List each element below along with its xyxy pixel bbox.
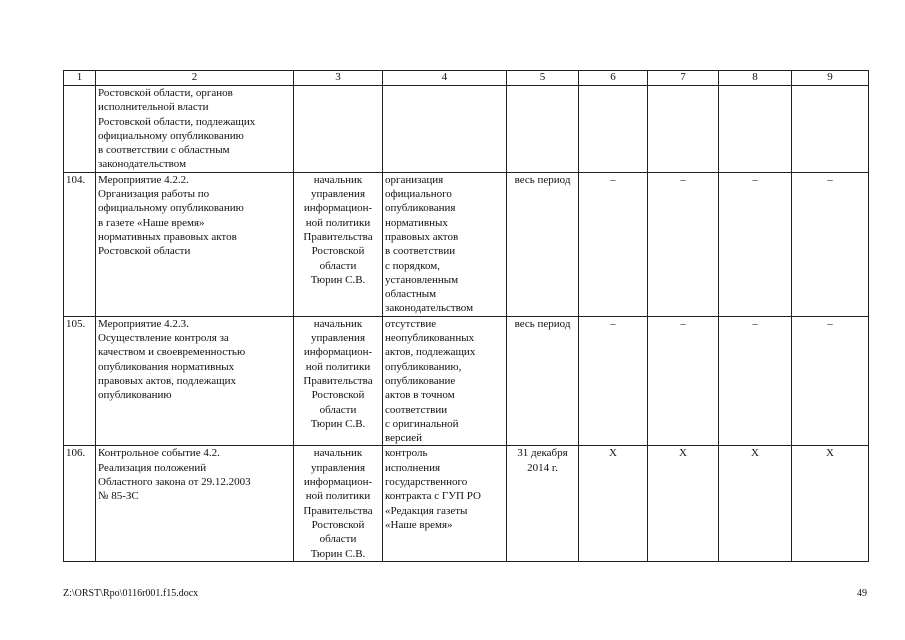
activity-name-cell [96,446,294,561]
expected-result-cell-line: опубликование [385,374,456,387]
activity-name-cell-line: Ростовской области, органов [98,87,233,99]
expected-result-cell [383,86,507,173]
expected-result-cell-line: областным [385,288,437,301]
activity-name-cell-line: опубликования нормативных [98,360,235,373]
activity-name-cell [96,86,294,173]
mark-cell: – [579,316,648,446]
activity-name-cell-line: официальному опубликованию [98,129,244,142]
mark-cell [792,86,869,173]
activity-name-cell-line: качеством и своевременностью [98,346,246,359]
activity-name-cell-line: официальному опубликованию [98,202,244,215]
term-cell [507,446,579,561]
executor-cell-line: информацион- [303,202,373,215]
term-cell-line: весь период [514,317,571,330]
header-cell: 9 [792,71,869,86]
activity-name-cell-line: в газете «Наше время» [98,216,205,229]
activity-name-cell [96,316,294,446]
executor-cell [294,172,383,316]
mark-cell: Х [792,446,869,561]
executor-cell-line: начальник [313,173,363,186]
activity-name-cell-line: исполнительной власти [98,101,209,114]
row-number-cell: 104. [64,172,96,316]
header-cell: 2 [96,71,294,86]
mark-cell: – [579,172,648,316]
activity-name-cell-line: Ростовской области [98,245,191,258]
expected-result-cell-line: опубликованию, [385,360,462,373]
expected-result-cell-line: «Наше время» [385,518,453,531]
mark-cell [648,86,719,173]
term-cell [507,316,579,446]
executor-cell-line: Тюрин С.В. [310,547,366,560]
executor-cell-line: начальник [313,317,363,330]
expected-result-cell-line: отсутствие [385,317,437,330]
mark-cell: – [719,172,792,316]
mark-cell [579,86,648,173]
expected-result-cell-line: с оригинальной [385,417,459,430]
expected-result-cell-line: правовых актов [385,230,459,243]
row-number-cell: 106. [64,446,96,561]
expected-result-cell-line: организация [385,173,444,186]
activity-name-cell-line: Областного закона от 29.12.2003 [98,476,251,489]
activity-name-cell-line: Организация работы по [98,188,210,201]
activity-name-cell-line: № 85-ЗС [98,490,139,503]
activity-name-cell-line: Осуществление контроля за [98,332,229,345]
executor-cell-line: ной политики [305,360,371,373]
executor-cell-line: области [319,259,357,272]
mark-cell: – [792,316,869,446]
executor-cell-line: Ростовской [311,518,365,531]
expected-result-cell-line: актов, подлежащих [385,346,476,359]
activity-name-cell-line: Мероприятие 4.2.2. [98,173,189,186]
expected-result-cell-line: законодательством [385,302,474,315]
expected-result-cell-line: с порядком, [385,259,440,272]
mark-cell: – [648,316,719,446]
expected-result-cell-line: неопубликованных [385,332,475,345]
activity-name-cell [96,172,294,316]
mark-cell [719,86,792,173]
executor-cell-line: информацион- [303,346,373,359]
executor-cell [294,86,383,173]
row-number-cell: 105. [64,316,96,446]
activity-name-cell-line: в соответствии с областным [98,144,230,157]
activity-name-cell-line: Контрольное событие 4.2. [98,447,220,460]
expected-result-cell [383,446,507,561]
term-cell [507,172,579,316]
header-cell: 8 [719,71,792,86]
header-row [64,71,869,86]
activity-name-cell-line: Ростовской области, подлежащих [98,115,256,128]
expected-result-cell-line: контроль [385,447,428,460]
mark-cell: – [792,172,869,316]
executor-cell-line: Тюрин С.В. [310,417,366,430]
plan-table [63,70,869,562]
footer-file-path: Z:\ORST\Rpo\0116r001.f15.docx [63,588,199,599]
term-cell-line: 31 декабря [517,447,568,460]
expected-result-cell-line: официального [385,188,452,201]
executor-cell-line: начальник [313,447,363,460]
activity-name-cell-line: Реализация положений [98,461,207,474]
table-row [64,172,869,316]
expected-result-cell [383,172,507,316]
executor-cell-line: управления [310,188,366,201]
mark-cell: Х [719,446,792,561]
header-cell: 3 [294,71,383,86]
expected-result-cell-line: установленным [385,273,459,286]
row-number-cell [64,86,96,173]
header-cell: 5 [507,71,579,86]
executor-cell-line: информацион- [303,476,373,489]
mark-cell: Х [579,446,648,561]
header-cell: 6 [579,71,648,86]
term-cell-line: 2014 г. [527,461,558,474]
executor-cell-line: Ростовской [311,245,365,258]
table-row [64,316,869,446]
header-cell: 4 [383,71,507,86]
activity-name-cell-line: опубликованию [98,389,172,402]
expected-result-cell-line: опубликования [385,202,456,215]
executor-cell-line: Правительства [303,374,373,387]
expected-result-cell-line: государственного [385,476,468,489]
mark-cell: – [719,316,792,446]
executor-cell-line: Тюрин С.В. [310,273,366,286]
expected-result-cell-line: соответствии [385,403,448,416]
activity-name-cell-line: правовых актов, подлежащих [98,374,237,387]
term-cell [507,86,579,173]
executor-cell-line: области [319,533,357,546]
expected-result-cell-line: актов в точном [385,389,455,402]
activity-name-cell-line: нормативных правовых актов [98,230,237,243]
executor-cell-line: области [319,403,357,416]
table-row [64,446,869,561]
executor-cell-line: ной политики [305,490,371,503]
executor-cell-line: управления [310,461,366,474]
expected-result-cell-line: исполнения [385,461,441,474]
expected-result-cell-line: «Редакция газеты [385,504,468,517]
expected-result-cell-line: версией [385,432,423,445]
executor-cell [294,316,383,446]
executor-cell-line: Правительства [303,504,373,517]
mark-cell: Х [648,446,719,561]
executor-cell [294,446,383,561]
header-cell: 7 [648,71,719,86]
activity-name-cell-line: законодательством [98,158,187,171]
header-cell: 1 [64,71,96,86]
term-cell-line: весь период [514,173,571,186]
expected-result-cell [383,316,507,446]
activity-name-cell-line: Мероприятие 4.2.3. [98,317,189,330]
expected-result-cell-line: нормативных [385,216,448,229]
expected-result-cell-line: в соответствии [385,245,456,258]
executor-cell-line: ной политики [305,216,371,229]
expected-result-cell-line: контракта с ГУП РО [385,490,481,503]
executor-cell-line: Ростовской [311,389,365,402]
footer-page-number: 49 [857,588,867,599]
executor-cell-line: управления [310,332,366,345]
mark-cell: – [648,172,719,316]
table-row [64,86,869,173]
executor-cell-line: Правительства [303,230,373,243]
